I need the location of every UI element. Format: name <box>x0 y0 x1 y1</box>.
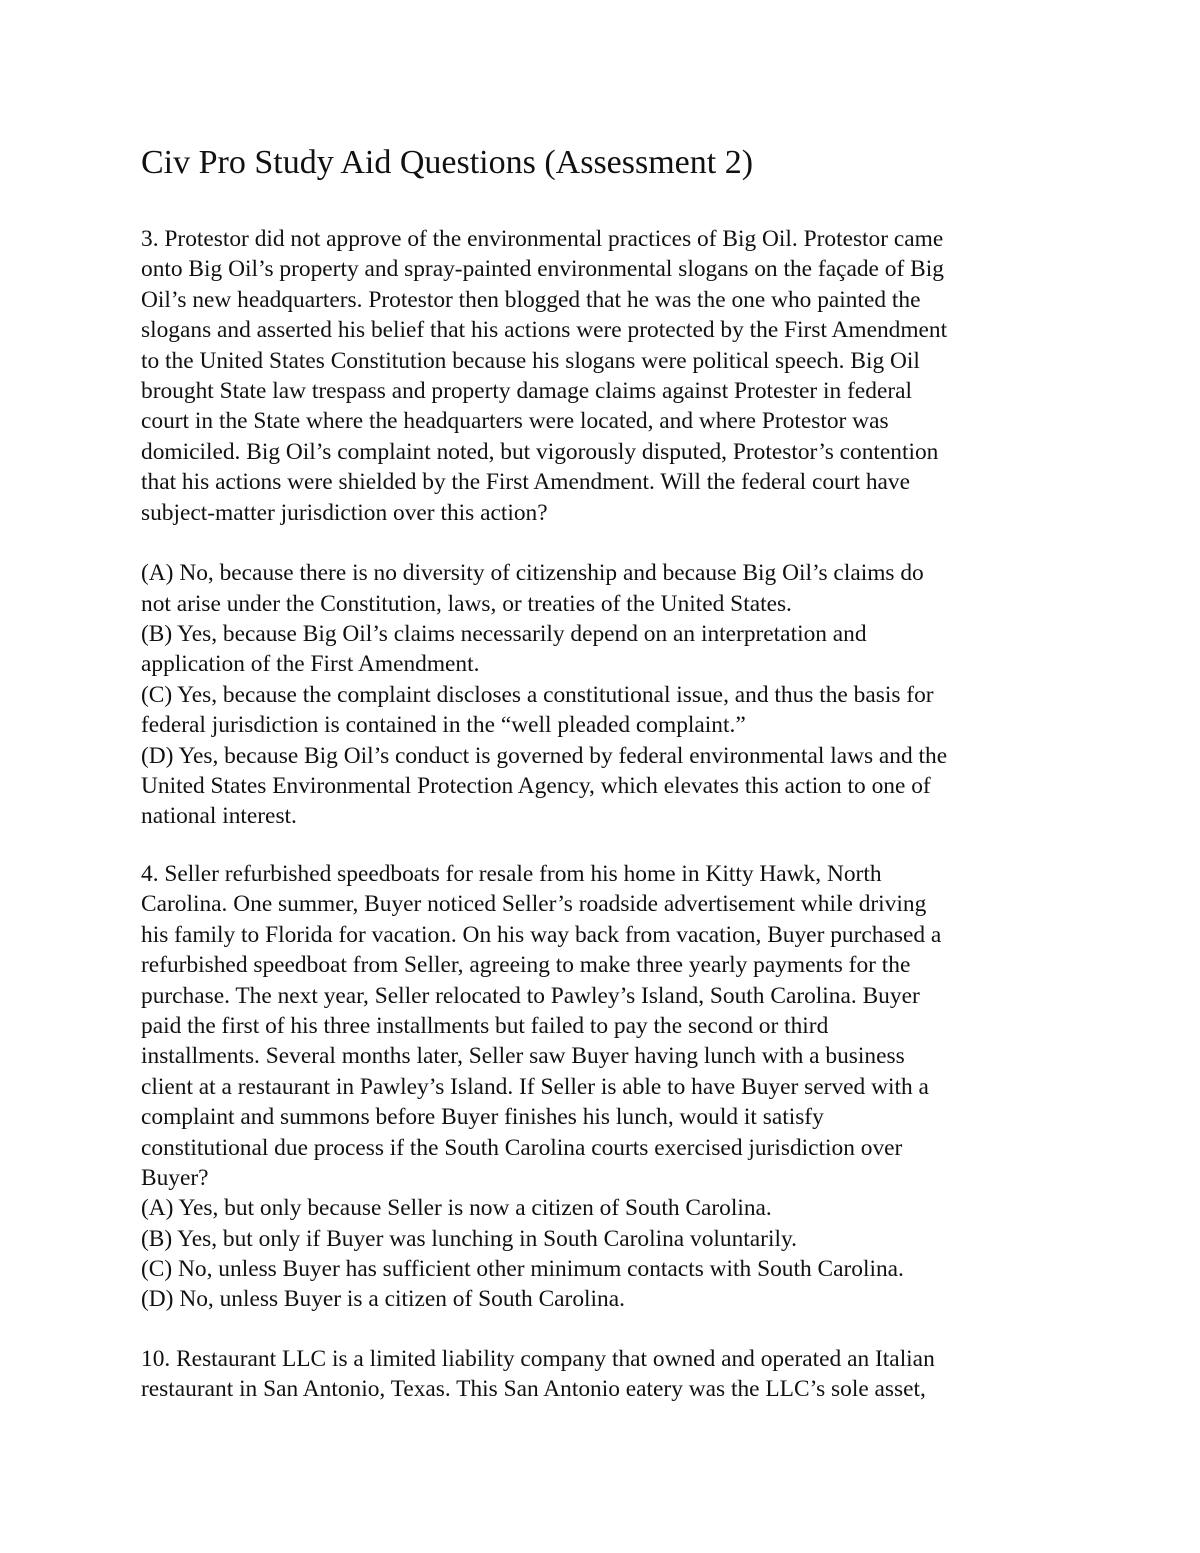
question-3 <box>141 224 1071 832</box>
text-line: installments. Several months later, Seller saw Buyer having lunch with a business <box>141 1043 905 1070</box>
question-10 <box>141 1344 1071 1405</box>
text-line: (B) Yes, but only if Buyer was lunching in South Carolina voluntarily. <box>141 1225 797 1252</box>
text-line: that his actions were shielded by the First Amendment. Will the federal court have <box>141 469 911 496</box>
text-line: Carolina. One summer, Buyer noticed Seller’s roadside advertisement while driving <box>141 891 927 918</box>
text-line: United States Environmental Protection Agency, which elevates this action to one of <box>141 773 931 800</box>
text-line: onto Big Oil’s property and spray-painted environmental slogans on the façade of Big <box>141 256 944 283</box>
text-line: (A) Yes, but only because Seller is now a citizen of South Carolina. <box>141 1195 772 1222</box>
text-line: national interest. <box>141 803 297 830</box>
text-line: restaurant in San Antonio, Texas. This San Antonio eatery was the LLC’s sole asset, <box>141 1376 926 1403</box>
text-line: client at a restaurant in Pawley’s Island. If Seller is able to have Buyer served with a <box>141 1073 929 1100</box>
text-line: his family to Florida for vacation. On his way back from vacation, Buyer purchased a <box>141 921 942 948</box>
blank-line <box>141 528 1071 558</box>
document-title: Civ Pro Study Aid Questions (Assessment 2) <box>141 144 754 181</box>
question-4 <box>141 859 1071 1315</box>
text-line: (D) No, unless Buyer is a citizen of South Carolina. <box>141 1286 625 1313</box>
text-line: not arise under the Constitution, laws, or treaties of the United States. <box>141 590 792 617</box>
text-line: constitutional due process if the South Carolina courts exercised jurisdiction over <box>141 1134 903 1161</box>
text-line: (C) No, unless Buyer has sufficient other minimum contacts with South Carolina. <box>141 1256 904 1283</box>
text-line: slogans and asserted his belief that his actions were protected by the First Amendment <box>141 317 948 344</box>
text-line: Oil’s new headquarters. Protestor then blogged that he was the one who painted the <box>141 286 921 313</box>
text-line: refurbished speedboat from Seller, agreeing to make three yearly payments for the <box>141 952 911 979</box>
text-line: to the United States Constitution because his slogans were political speech. Big Oil <box>141 347 920 374</box>
text-line: federal jurisdiction is contained in the “well pleaded complaint.” <box>141 712 746 739</box>
text-line: (A) No, because there is no diversity of citizenship and because Big Oil’s claims do <box>141 560 924 587</box>
text-line: complaint and summons before Buyer finishes his lunch, would it satisfy <box>141 1104 824 1131</box>
text-line: application of the First Amendment. <box>141 651 480 678</box>
text-line: brought State law trespass and property damage claims against Protester in federal <box>141 377 913 404</box>
text-line: paid the first of his three installments but failed to pay the second or third <box>141 1012 829 1039</box>
text-line: 4. Seller refurbished speedboats for resale from his home in Kitty Hawk, North <box>141 861 882 887</box>
text-line: (B) Yes, because Big Oil’s claims necessarily depend on an interpretation and <box>141 621 867 648</box>
text-line: (D) Yes, because Big Oil’s conduct is governed by federal environmental laws and the <box>141 742 948 769</box>
text-line: 10. Restaurant LLC is a limited liability company that owned and operated an Italian <box>141 1346 935 1372</box>
text-line: court in the State where the headquarters were located, and where Protestor was <box>141 408 889 435</box>
text-line: 3. Protestor did not approve of the environmental practices of Big Oil. Protestor came <box>141 226 944 252</box>
text-line: Buyer? <box>141 1164 209 1191</box>
text-line: domiciled. Big Oil’s complaint noted, but vigorously disputed, Protestor’s contention <box>141 438 939 465</box>
text-line: subject-matter jurisdiction over this action? <box>141 499 548 526</box>
text-line: (C) Yes, because the complaint discloses a constitutional issue, and thus the basis for <box>141 681 934 708</box>
text-line: purchase. The next year, Seller relocated to Pawley’s Island, South Carolina. Buyer <box>141 982 920 1009</box>
